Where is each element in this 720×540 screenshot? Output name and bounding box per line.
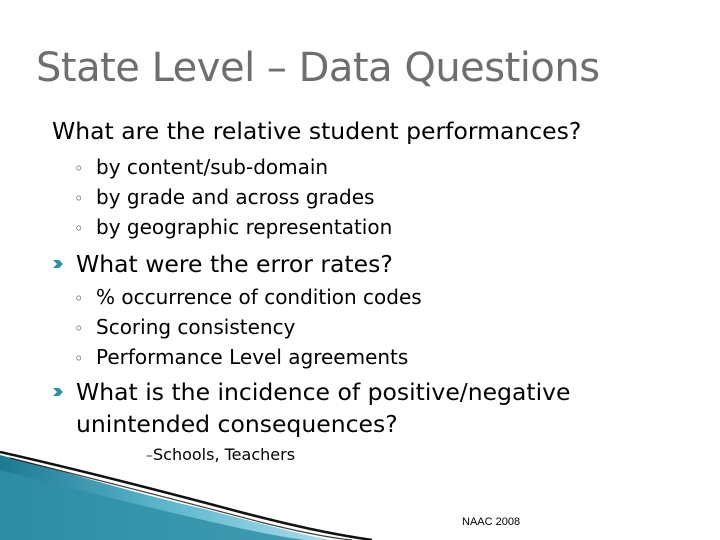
list-item-text: by content/sub-domain (96, 155, 329, 179)
list-item (74, 282, 422, 314)
list-item-text: Scoring consistency (96, 315, 296, 339)
question-consequences-line-2: unintended consequences? (76, 410, 398, 438)
question-consequences-line-1: What is the incidence of positive/negative (76, 378, 571, 406)
circle-bullet-marker: ◦ (74, 289, 84, 308)
list-item-text: by geographic representation (96, 215, 393, 239)
sub-list-item-text: Schools, Teachers (153, 445, 296, 464)
question-error-rates: What were the error rates? (76, 250, 393, 278)
list-item (74, 152, 328, 184)
list-item (74, 212, 392, 244)
circle-bullet-marker: ◦ (74, 219, 84, 238)
dash-bullet-marker: – (146, 448, 153, 464)
list-item (74, 312, 295, 344)
circle-bullet-marker: ◦ (74, 319, 84, 338)
sub-list-item (146, 444, 295, 467)
circle-bullet-marker: ◦ (74, 349, 84, 368)
list-item (74, 342, 408, 374)
right-arrow-icon (52, 386, 64, 398)
intro-question: What are the relative student performances? (52, 117, 582, 145)
footer-credit: NAAC 2008 (462, 516, 521, 528)
circle-bullet-marker: ◦ (74, 159, 84, 178)
circle-bullet-marker: ◦ (74, 189, 84, 208)
list-item-text: Performance Level agreements (96, 345, 409, 369)
list-item (74, 182, 374, 214)
right-arrow-icon (52, 258, 64, 270)
slide-title: State Level – Data Questions (36, 45, 600, 91)
list-item-text: % occurrence of condition codes (96, 285, 422, 309)
list-item-text: by grade and across grades (96, 185, 375, 209)
